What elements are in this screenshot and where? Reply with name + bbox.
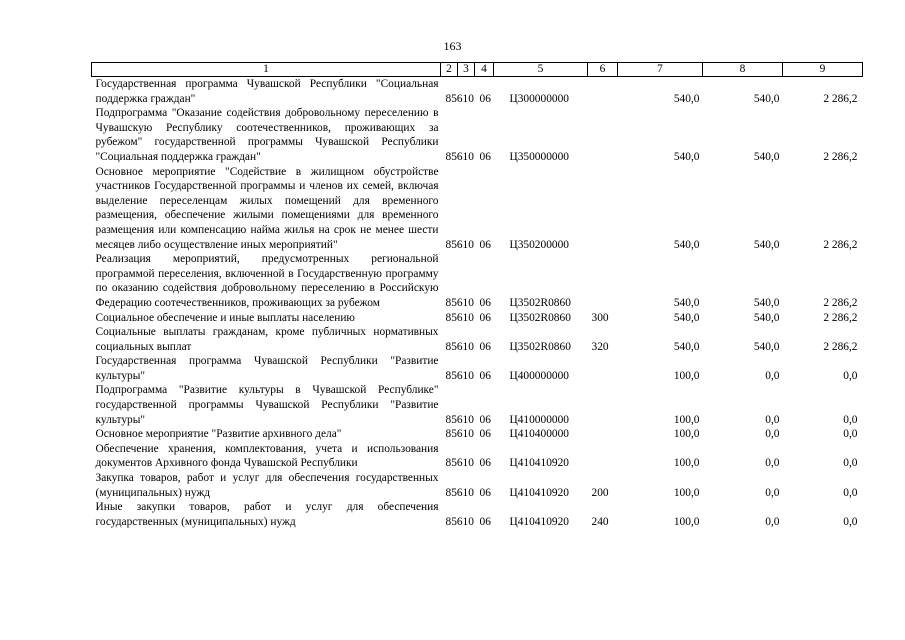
row-expense-type: 320 xyxy=(591,340,609,353)
row-section: 10 xyxy=(462,515,474,528)
row-section: 10 xyxy=(462,369,474,382)
row-amount-9: 0,0 xyxy=(843,457,858,470)
row-subsection: 06 xyxy=(479,457,491,470)
header-col-8: 8 xyxy=(703,63,783,77)
row-amount-7: 540,0 xyxy=(673,296,700,309)
row-target-code: Ц350000000 xyxy=(509,150,569,163)
table-header xyxy=(92,63,863,77)
row-amount-8: 540,0 xyxy=(753,340,780,353)
row-name: Государственная программа Чувашской Республики "Социальная поддержка граждан" xyxy=(95,78,439,105)
row-subsection: 06 xyxy=(479,369,491,382)
row-amount-9: 0,0 xyxy=(843,413,858,426)
header-col-6: 6 xyxy=(588,63,618,77)
row-target-code: Ц410000000 xyxy=(509,413,569,426)
header-col-1: 1 xyxy=(92,63,441,77)
row-amount-8: 0,0 xyxy=(765,486,780,499)
row-amount-7: 540,0 xyxy=(673,150,700,163)
row-amount-9: 2 286,2 xyxy=(823,150,858,163)
row-subsection: 06 xyxy=(479,413,491,426)
row-name: Подпрограмма "Развитие культуры в Чувашской Республике" государственной программы Чувашской Республики "Развитие культуры" xyxy=(95,384,439,426)
row-subsection: 06 xyxy=(479,428,491,441)
row-amount-7: 100,0 xyxy=(673,486,700,499)
row-amount-8: 540,0 xyxy=(753,311,780,324)
row-amount-8: 0,0 xyxy=(765,413,780,426)
row-subsection: 06 xyxy=(479,340,491,353)
row-name: Государственная программа Чувашской Республики "Развитие культуры" xyxy=(95,355,439,382)
row-amount-7: 100,0 xyxy=(673,515,700,528)
table-row xyxy=(92,354,863,383)
row-target-code: Ц3502R0860 xyxy=(509,340,571,353)
row-amount-7: 540,0 xyxy=(673,92,700,105)
table-row xyxy=(92,427,863,442)
row-ministry-code: 856 xyxy=(445,238,463,251)
row-expense-type xyxy=(588,383,618,427)
row-amount-7: 100,0 xyxy=(673,413,700,426)
table-row xyxy=(92,311,863,326)
row-target-code: Ц300000000 xyxy=(509,92,569,105)
row-name: Социальные выплаты гражданам, кроме публичных нормативных социальных выплат xyxy=(95,326,439,353)
table-row xyxy=(92,471,863,500)
row-subsection: 06 xyxy=(479,150,491,163)
row-amount-8: 540,0 xyxy=(753,150,780,163)
table-row xyxy=(92,106,863,164)
row-name: Основное мероприятие "Содействие в жилищном обустройстве участников Государственной программы и членов их семей, включая выделение переселенцам жилых помещений для временного размещения, обеспечение жилыми помещениями для временного размещения или компенсацию найма жилья на срок не менее шести месяцев либо осуществление иных мероприятий" xyxy=(95,165,439,251)
row-subsection: 06 xyxy=(479,296,491,309)
row-ministry-code: 856 xyxy=(445,340,463,353)
row-section: 10 xyxy=(462,457,474,470)
row-ministry-code: 856 xyxy=(445,296,463,309)
table-row xyxy=(92,325,863,354)
budget-table xyxy=(91,62,863,529)
table-row xyxy=(92,165,863,253)
row-amount-7: 100,0 xyxy=(673,428,700,441)
row-ministry-code: 856 xyxy=(445,515,463,528)
row-amount-9: 0,0 xyxy=(843,515,858,528)
row-expense-type xyxy=(588,354,618,383)
row-name: Закупка товаров, работ и услуг для обеспечения государственных (муниципальных) нужд xyxy=(95,472,439,499)
header-col-9: 9 xyxy=(783,63,863,77)
row-name: Иные закупки товаров, работ и услуг для обеспечения государственных (муниципальных) нужд xyxy=(95,501,439,528)
row-amount-7: 540,0 xyxy=(673,340,700,353)
row-expense-type: 300 xyxy=(591,311,609,324)
row-expense-type xyxy=(588,106,618,164)
row-amount-8: 0,0 xyxy=(765,428,780,441)
row-amount-9: 2 286,2 xyxy=(823,311,858,324)
row-name: Социальное обеспечение и иные выплаты населению xyxy=(95,311,355,324)
row-amount-8: 0,0 xyxy=(765,369,780,382)
row-ministry-code: 856 xyxy=(445,150,463,163)
row-expense-type xyxy=(588,165,618,253)
row-amount-9: 2 286,2 xyxy=(823,296,858,309)
header-col-2: 2 xyxy=(441,63,458,77)
row-target-code: Ц410410920 xyxy=(509,457,569,470)
row-name: Обеспечение хранения, комплектования, учета и использования документов Архивного фонда Чувашской Республики xyxy=(95,442,439,470)
row-amount-7: 100,0 xyxy=(673,457,700,470)
row-subsection: 06 xyxy=(479,515,491,528)
row-section: 10 xyxy=(462,92,474,105)
row-expense-type: 240 xyxy=(591,515,609,528)
row-ministry-code: 856 xyxy=(445,413,463,426)
row-amount-8: 540,0 xyxy=(753,296,780,309)
row-ministry-code: 856 xyxy=(445,311,463,324)
header-col-4: 4 xyxy=(475,63,494,77)
header-col-5: 5 xyxy=(494,63,588,77)
row-subsection: 06 xyxy=(479,311,491,324)
row-target-code: Ц410400000 xyxy=(509,428,569,441)
row-amount-9: 2 286,2 xyxy=(823,238,858,251)
table-row xyxy=(92,383,863,427)
row-section: 10 xyxy=(462,413,474,426)
row-amount-9: 2 286,2 xyxy=(823,92,858,105)
row-amount-9: 2 286,2 xyxy=(823,340,858,353)
row-ministry-code: 856 xyxy=(445,486,463,499)
row-ministry-code: 856 xyxy=(445,92,463,105)
row-amount-7: 540,0 xyxy=(673,311,700,324)
row-target-code: Ц410410920 xyxy=(509,486,569,499)
row-expense-type xyxy=(588,252,618,310)
row-amount-8: 540,0 xyxy=(753,92,780,105)
row-name: Основное мероприятие "Развитие архивного дела" xyxy=(95,428,342,441)
row-amount-8: 0,0 xyxy=(765,515,780,528)
row-amount-9: 0,0 xyxy=(843,369,858,382)
row-subsection: 06 xyxy=(479,238,491,251)
table-row xyxy=(92,500,863,529)
row-section: 10 xyxy=(462,311,474,324)
row-expense-type: 200 xyxy=(591,486,609,499)
row-target-code: Ц3502R0860 xyxy=(509,296,571,309)
row-expense-type xyxy=(588,77,618,107)
row-section: 10 xyxy=(462,150,474,163)
table-row xyxy=(92,442,863,471)
row-name: Реализация мероприятий, предусмотренных региональной программой переселения, включенной в Государственную программу по оказанию содействия добровольному переселению в Российскую Федерацию соотечественников, проживающих за рубежом xyxy=(95,253,439,309)
row-section: 10 xyxy=(462,340,474,353)
row-expense-type xyxy=(588,442,618,471)
row-target-code: Ц350200000 xyxy=(509,238,569,251)
row-ministry-code: 856 xyxy=(445,457,463,470)
row-section: 10 xyxy=(462,238,474,251)
row-amount-7: 540,0 xyxy=(673,238,700,251)
table-row xyxy=(92,252,863,310)
row-amount-9: 0,0 xyxy=(843,428,858,441)
row-ministry-code: 856 xyxy=(445,369,463,382)
row-subsection: 06 xyxy=(479,92,491,105)
row-expense-type xyxy=(588,427,618,442)
row-target-code: Ц400000000 xyxy=(509,369,569,382)
row-amount-8: 0,0 xyxy=(765,457,780,470)
header-col-3: 3 xyxy=(458,63,475,77)
row-ministry-code: 856 xyxy=(445,428,463,441)
row-target-code: Ц410410920 xyxy=(509,515,569,528)
row-subsection: 06 xyxy=(479,486,491,499)
row-target-code: Ц3502R0860 xyxy=(509,311,571,324)
row-amount-9: 0,0 xyxy=(843,486,858,499)
row-amount-7: 100,0 xyxy=(673,369,700,382)
row-amount-8: 540,0 xyxy=(753,238,780,251)
row-section: 10 xyxy=(462,296,474,309)
row-name: Подпрограмма "Оказание содействия добровольному переселению в Чувашскую Республику соотечественников, проживающих за рубежом" государственной программы Чувашской Республики "Социальная поддержка граждан" xyxy=(95,107,439,163)
header-col-7: 7 xyxy=(618,63,703,77)
page-number: 163 xyxy=(443,39,462,53)
row-section: 10 xyxy=(462,486,474,499)
table-body xyxy=(92,77,863,530)
row-section: 10 xyxy=(462,428,474,441)
table-row xyxy=(92,77,863,107)
